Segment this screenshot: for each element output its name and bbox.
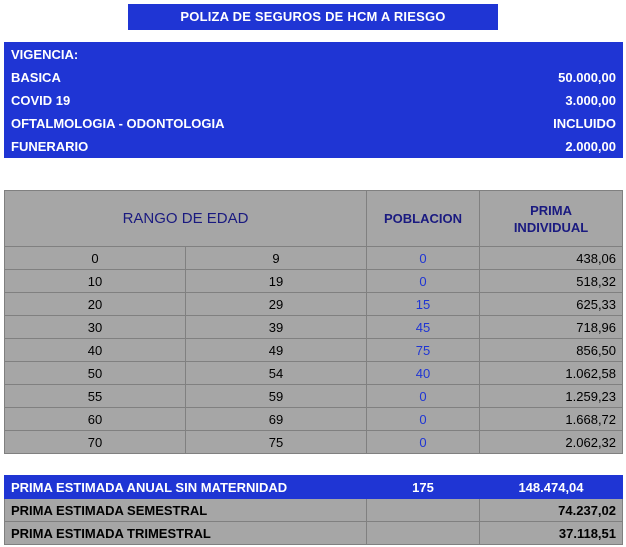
cell-age-to: 69: [186, 408, 367, 431]
totals-value-trimestral: 37.118,51: [480, 522, 623, 545]
age-range-table: [4, 190, 622, 454]
cell-age-from: 40: [5, 339, 186, 362]
column-header-prima-line2: INDIVIDUAL: [513, 219, 589, 235]
cell-poblacion: 0: [367, 431, 480, 454]
cell-age-from: 70: [5, 431, 186, 454]
totals-label-anual: PRIMA ESTIMADA ANUAL SIN MATERNIDAD: [5, 476, 367, 499]
cell-poblacion: 0: [367, 408, 480, 431]
cell-age-from: 60: [5, 408, 186, 431]
cell-age-to: 29: [186, 293, 367, 316]
cell-age-to: 49: [186, 339, 367, 362]
cell-poblacion: 75: [367, 339, 480, 362]
coverage-label-funerario: FUNERARIO: [5, 135, 480, 158]
cell-prima: 1.062,58: [480, 362, 623, 385]
cell-age-from: 30: [5, 316, 186, 339]
coverage-row-basica: [5, 66, 623, 89]
coverage-row-oftalmologia: [5, 112, 623, 135]
cell-age-from: 10: [5, 270, 186, 293]
page-title: POLIZA DE SEGUROS DE HCM A RIESGO: [128, 4, 498, 30]
column-header-poblacion: POBLACION: [367, 191, 480, 247]
cell-age-to: 75: [186, 431, 367, 454]
cell-prima: 438,06: [480, 247, 623, 270]
cell-age-to: 59: [186, 385, 367, 408]
cell-poblacion: 0: [367, 247, 480, 270]
coverage-value-covid: 3.000,00: [480, 89, 623, 112]
table-row: [5, 247, 623, 270]
totals-block: [4, 475, 622, 545]
coverage-heading-value: [480, 43, 623, 66]
coverage-heading-row: [5, 43, 623, 66]
totals-row-trimestral: [5, 522, 623, 545]
cell-prima: 718,96: [480, 316, 623, 339]
totals-label-semestral: PRIMA ESTIMADA SEMESTRAL: [5, 499, 367, 522]
cell-poblacion: 0: [367, 270, 480, 293]
totals-poblacion-trimestral: [367, 522, 480, 545]
coverage-row-covid: [5, 89, 623, 112]
coverage-value-basica: 50.000,00: [480, 66, 623, 89]
coverage-label-oftalmologia: OFTALMOLOGIA - ODONTOLOGIA: [5, 112, 480, 135]
cell-prima: 1.259,23: [480, 385, 623, 408]
table-row: [5, 270, 623, 293]
cell-prima: 625,33: [480, 293, 623, 316]
cell-age-from: 55: [5, 385, 186, 408]
totals-row-semestral: [5, 499, 623, 522]
table-row: [5, 408, 623, 431]
table-row: [5, 362, 623, 385]
column-header-rango-de-edad: RANGO DE EDAD: [5, 191, 367, 247]
coverage-value-oftalmologia: INCLUIDO: [480, 112, 623, 135]
cell-prima: 2.062,32: [480, 431, 623, 454]
coverage-row-funerario: [5, 135, 623, 158]
table-header-row: [5, 191, 623, 247]
column-header-prima-line1: PRIMA: [530, 202, 572, 218]
cell-prima: 856,50: [480, 339, 623, 362]
coverage-label-basica: BASICA: [5, 66, 480, 89]
cell-prima: 518,32: [480, 270, 623, 293]
coverage-block: [4, 42, 622, 158]
cell-poblacion: 0: [367, 385, 480, 408]
cell-prima: 1.668,72: [480, 408, 623, 431]
column-header-prima-individual: [480, 191, 623, 247]
cell-age-to: 39: [186, 316, 367, 339]
totals-row-anual: [5, 476, 623, 499]
table-row: [5, 293, 623, 316]
cell-age-to: 54: [186, 362, 367, 385]
table-row: [5, 431, 623, 454]
coverage-value-funerario: 2.000,00: [480, 135, 623, 158]
totals-poblacion-anual: 175: [367, 476, 480, 499]
coverage-label-covid: COVID 19: [5, 89, 480, 112]
totals-label-trimestral: PRIMA ESTIMADA TRIMESTRAL: [5, 522, 367, 545]
cell-poblacion: 15: [367, 293, 480, 316]
cell-age-from: 50: [5, 362, 186, 385]
cell-age-from: 0: [5, 247, 186, 270]
cell-age-from: 20: [5, 293, 186, 316]
cell-poblacion: 45: [367, 316, 480, 339]
table-row: [5, 385, 623, 408]
totals-poblacion-semestral: [367, 499, 480, 522]
cell-age-to: 9: [186, 247, 367, 270]
coverage-heading-label: VIGENCIA:: [5, 43, 480, 66]
document-title-band: [128, 4, 498, 30]
totals-value-anual: 148.474,04: [480, 476, 623, 499]
cell-poblacion: 40: [367, 362, 480, 385]
table-row: [5, 316, 623, 339]
cell-age-to: 19: [186, 270, 367, 293]
totals-value-semestral: 74.237,02: [480, 499, 623, 522]
table-row: [5, 339, 623, 362]
